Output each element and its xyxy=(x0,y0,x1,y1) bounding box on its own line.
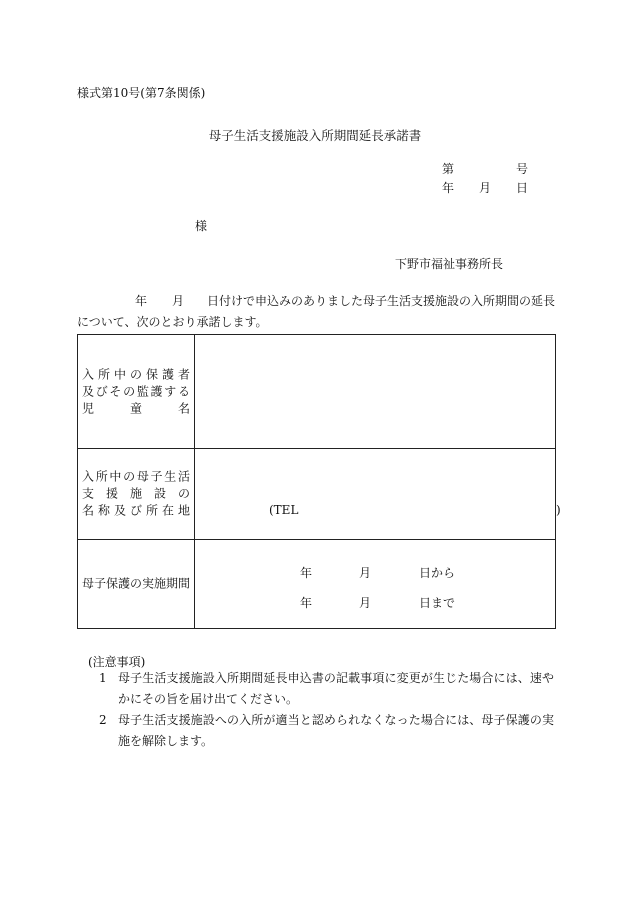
body-year: 年 xyxy=(135,294,148,308)
body-text xyxy=(77,291,557,333)
issuer-name: 下野市福祉事務所長 xyxy=(395,257,504,271)
facility-label-line2: 支援施設の xyxy=(82,486,190,501)
period-to-month: 月 xyxy=(359,596,372,610)
approval-table xyxy=(77,334,561,629)
facility-tel-open: (TEL xyxy=(269,503,299,517)
period-from-day: 日から xyxy=(419,566,456,580)
notes-heading: (注意事項) xyxy=(88,655,146,669)
document-title: 母子生活支援施設入所期間延長承諾書 xyxy=(208,128,422,143)
issue-number-suffix: 号 xyxy=(516,162,529,176)
note-item-2 xyxy=(99,710,554,752)
label-cell-facility xyxy=(78,449,195,539)
period-from-year: 年 xyxy=(300,566,313,580)
note-item-number: 2 xyxy=(99,713,107,727)
label-cell-guardian xyxy=(78,335,195,448)
issue-date-month: 月 xyxy=(479,181,492,195)
issue-date-year: 年 xyxy=(442,181,455,195)
label-cell-period xyxy=(78,540,195,628)
form-number: 様式第10号(第7条関係) xyxy=(77,86,206,100)
table-row-guardian xyxy=(78,335,555,448)
guardian-label-line3: 児童名 xyxy=(82,401,190,415)
period-from-month: 月 xyxy=(359,566,372,580)
issue-date-day: 日 xyxy=(516,181,529,195)
note-item-text: 母子生活支援施設への入所が適当と認められなくなった場合には、母子保護の実施を解除します。 xyxy=(118,713,554,748)
note-item-1 xyxy=(99,668,554,710)
facility-tel-close: ) xyxy=(556,503,561,517)
recipient-honorific: 様 xyxy=(195,219,208,233)
period-label: 母子保護の実施期間 xyxy=(82,576,191,591)
guardian-label-line2: 及びその監護する xyxy=(82,384,190,398)
table-row-period xyxy=(78,539,555,628)
table-row-facility xyxy=(78,448,555,539)
period-to-year: 年 xyxy=(300,596,313,610)
body-line2: について、次のとおり承諾します。 xyxy=(77,315,268,329)
period-to-day: 日まで xyxy=(419,596,456,610)
facility-label-line1: 入所中の母子生活 xyxy=(82,469,190,484)
note-item-text: 母子生活支援施設入所期間延長申込書の記載事項に変更が生じた場合には、速やかにその旨を届け出てください。 xyxy=(118,671,554,706)
guardian-label-line1: 入所中の保護者 xyxy=(82,367,190,381)
note-item-number: 1 xyxy=(99,671,107,685)
facility-label-line3: 名称及び所在地 xyxy=(82,503,190,518)
issue-number-prefix: 第 xyxy=(442,162,455,176)
body-line1-rest: 日付けで申込みのありました母子生活支援施設の入所期間の延長 xyxy=(207,294,556,308)
body-month: 月 xyxy=(172,294,185,308)
